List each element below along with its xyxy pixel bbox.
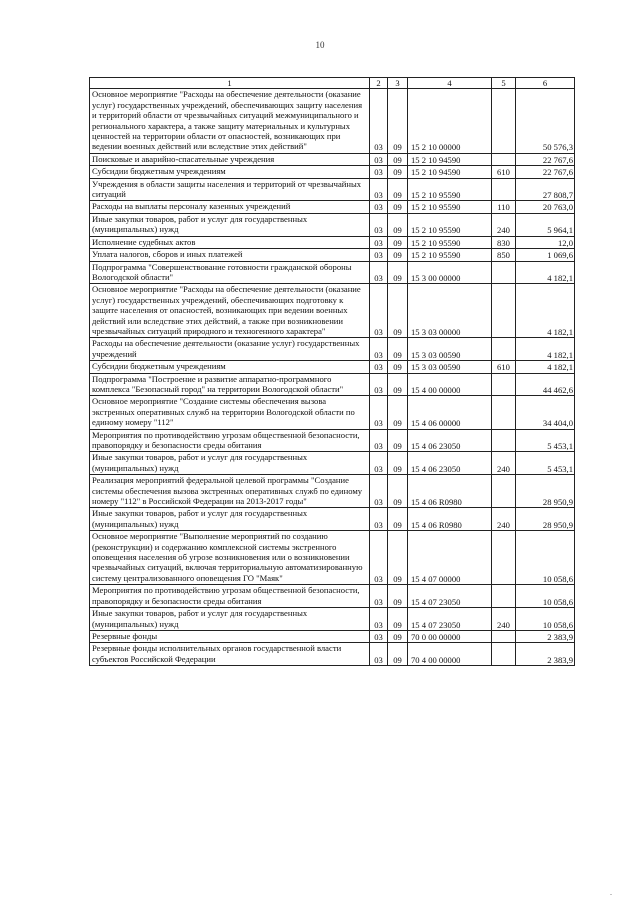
table-row [90,201,575,213]
header-cell: 1 [90,78,370,89]
row-expense-type-cell [492,261,516,284]
row-section-cell: 03 [370,213,388,236]
row-amount-cell: 2 383,9 [516,643,575,666]
row-amount-cell: 44 462,6 [516,373,575,396]
row-name-cell: Основное мероприятие "Расходы на обеспечение деятельности (оказание услуг) государственных учреждений, обеспечивающих подготовку к защите населения от опасностей, возникающих при ведении военных действий или вследствие этих действий, а также при возникновении чрезвычайных ситуаций природного и техногенного характера" [90,284,370,338]
header-cell: 2 [370,78,388,89]
row-amount-cell: 10 058,6 [516,531,575,585]
row-target-article-cell: 15 3 03 00590 [408,361,492,373]
row-name-cell: Учреждения в области защиты населения и территорий от чрезвычайных ситуаций [90,178,370,201]
row-amount-cell: 22 767,6 [516,166,575,178]
header-cell: 4 [408,78,492,89]
row-amount-cell: 4 182,1 [516,284,575,338]
row-section-cell: 03 [370,166,388,178]
row-subsection-cell: 09 [388,429,408,452]
row-name-cell: Уплата налогов, сборов и иных платежей [90,249,370,261]
row-target-article-cell: 15 4 06 23050 [408,452,492,475]
row-subsection-cell: 09 [388,213,408,236]
row-expense-type-cell [492,630,516,642]
row-section-cell: 03 [370,178,388,201]
row-subsection-cell: 09 [388,396,408,429]
row-name-cell: Поисковые и аварийно-спасательные учреждения [90,153,370,165]
row-subsection-cell: 09 [388,452,408,475]
row-target-article-cell: 15 2 10 95590 [408,236,492,248]
table-row [90,284,575,338]
row-amount-cell: 10 058,6 [516,585,575,608]
row-target-article-cell: 15 4 06 R0980 [408,508,492,531]
row-expense-type-cell: 240 [492,213,516,236]
row-amount-cell: 34 404,0 [516,396,575,429]
row-name-cell: Мероприятия по противодействию угрозам общественной безопасности, правопорядку и безопасности среды обитания [90,429,370,452]
row-target-article-cell: 15 4 07 00000 [408,531,492,585]
row-expense-type-cell [492,475,516,508]
row-name-cell: Расходы на выплаты персоналу казенных учреждений [90,201,370,213]
row-amount-cell: 5 964,1 [516,213,575,236]
header-cell: 6 [516,78,575,89]
row-expense-type-cell [492,396,516,429]
row-section-cell: 03 [370,608,388,631]
row-name-cell: Исполнение судебных актов [90,236,370,248]
row-target-article-cell: 15 4 06 00000 [408,396,492,429]
row-section-cell: 03 [370,531,388,585]
row-name-cell: Субсидии бюджетным учреждениям [90,166,370,178]
row-amount-cell: 4 182,1 [516,338,575,361]
row-section-cell: 03 [370,452,388,475]
row-expense-type-cell: 110 [492,201,516,213]
table-row [90,178,575,201]
table-row [90,643,575,666]
row-amount-cell: 2 383,9 [516,630,575,642]
row-section-cell: 03 [370,89,388,153]
row-amount-cell: 22 767,6 [516,153,575,165]
row-expense-type-cell [492,338,516,361]
row-subsection-cell: 09 [388,249,408,261]
row-expense-type-cell: 610 [492,361,516,373]
row-target-article-cell: 15 2 10 95590 [408,213,492,236]
row-subsection-cell: 09 [388,284,408,338]
row-subsection-cell: 09 [388,531,408,585]
table-row [90,608,575,631]
header-row [90,78,575,89]
row-name-cell: Иные закупки товаров, работ и услуг для государственных (муниципальных) нужд [90,213,370,236]
row-subsection-cell: 09 [388,178,408,201]
row-section-cell: 03 [370,508,388,531]
row-amount-cell: 5 453,1 [516,429,575,452]
row-amount-cell: 1 069,6 [516,249,575,261]
row-name-cell: Иные закупки товаров, работ и услуг для государственных (муниципальных) нужд [90,452,370,475]
header-cell: 5 [492,78,516,89]
row-name-cell: Резервные фонды исполнительных органов государственной власти субъектов Российской Федерации [90,643,370,666]
row-expense-type-cell [492,373,516,396]
table-row [90,166,575,178]
row-name-cell: Подпрограмма "Совершенствование готовности гражданской обороны Вологодской области" [90,261,370,284]
table-row [90,396,575,429]
row-section-cell: 03 [370,284,388,338]
row-name-cell: Иные закупки товаров, работ и услуг для государственных (муниципальных) нужд [90,508,370,531]
row-subsection-cell: 09 [388,166,408,178]
row-section-cell: 03 [370,630,388,642]
row-section-cell: 03 [370,475,388,508]
row-target-article-cell: 15 4 06 23050 [408,429,492,452]
row-amount-cell: 12,0 [516,236,575,248]
row-subsection-cell: 09 [388,361,408,373]
row-target-article-cell: 15 2 10 94590 [408,153,492,165]
row-subsection-cell: 09 [388,508,408,531]
row-name-cell: Основное мероприятие "Создание системы обеспечения вызова экстренных оперативных служб на территории Вологодской области по единому номеру "112" [90,396,370,429]
row-section-cell: 03 [370,261,388,284]
row-section-cell: 03 [370,201,388,213]
row-amount-cell: 27 808,7 [516,178,575,201]
row-amount-cell: 28 950,9 [516,508,575,531]
row-name-cell: Расходы на обеспечение деятельности (оказание услуг) государственных учреждений [90,338,370,361]
row-expense-type-cell: 240 [492,508,516,531]
row-name-cell: Иные закупки товаров, работ и услуг для государственных (муниципальных) нужд [90,608,370,631]
row-section-cell: 03 [370,585,388,608]
row-subsection-cell: 09 [388,261,408,284]
table-row [90,630,575,642]
row-section-cell: 03 [370,373,388,396]
row-section-cell: 03 [370,361,388,373]
row-section-cell: 03 [370,429,388,452]
row-target-article-cell: 15 3 03 00000 [408,284,492,338]
table-row [90,361,575,373]
table-row [90,429,575,452]
row-amount-cell: 4 182,1 [516,361,575,373]
row-target-article-cell: 15 3 00 00000 [408,261,492,284]
row-subsection-cell: 09 [388,630,408,642]
row-expense-type-cell: 610 [492,166,516,178]
table-row [90,373,575,396]
row-expense-type-cell: 850 [492,249,516,261]
table-row [90,475,575,508]
row-target-article-cell: 15 2 10 95590 [408,201,492,213]
row-expense-type-cell [492,153,516,165]
row-expense-type-cell: 240 [492,452,516,475]
row-expense-type-cell [492,585,516,608]
row-target-article-cell: 15 4 07 23050 [408,585,492,608]
row-target-article-cell: 70 4 00 00000 [408,643,492,666]
table-row [90,236,575,248]
row-subsection-cell: 09 [388,475,408,508]
row-amount-cell: 28 950,9 [516,475,575,508]
table-row [90,338,575,361]
row-section-cell: 03 [370,153,388,165]
row-subsection-cell: 09 [388,585,408,608]
row-expense-type-cell: 240 [492,608,516,631]
row-name-cell: Основное мероприятие "Выполнение мероприятий по созданию (реконструкции) и содержанию комплексной системы экстренного оповещения населения об угрозе возникновения или о возникновении чрезвычайных ситуаций, включая территориальную автоматизированную систему централизованного оповещения ГО "Маяк" [90,531,370,585]
row-target-article-cell: 15 2 10 00000 [408,89,492,153]
row-expense-type-cell [492,284,516,338]
row-expense-type-cell [492,429,516,452]
row-section-cell: 03 [370,643,388,666]
table-row [90,452,575,475]
row-expense-type-cell [492,178,516,201]
row-expense-type-cell [492,643,516,666]
row-target-article-cell: 15 3 03 00590 [408,338,492,361]
row-name-cell: Основное мероприятие "Расходы на обеспечение деятельности (оказание услуг) государственных учреждений, обеспечивающих защиту населения и территорий области от чрезвычайных ситуаций межмуниципального и регионального характера, а также защиту материальных и культурных ценностей на территории области от опасностей, возникающих при ведении военных действий или вследствие этих действий" [90,89,370,153]
table-row [90,249,575,261]
table-row [90,213,575,236]
table-row [90,153,575,165]
row-expense-type-cell [492,531,516,585]
row-name-cell: Реализация мероприятий федеральной целевой программы "Создание системы обеспечения вызова экстренных оперативных служб по единому номеру "112" в Российской Федерации на 2013-2017 годы" [90,475,370,508]
header-cell: 3 [388,78,408,89]
row-subsection-cell: 09 [388,153,408,165]
margin-mark: . [610,888,612,897]
row-section-cell: 03 [370,249,388,261]
table-row [90,531,575,585]
row-name-cell: Субсидии бюджетным учреждениям [90,361,370,373]
row-subsection-cell: 09 [388,236,408,248]
row-subsection-cell: 09 [388,338,408,361]
row-target-article-cell: 15 4 06 R0980 [408,475,492,508]
row-subsection-cell: 09 [388,643,408,666]
row-amount-cell: 20 763,0 [516,201,575,213]
row-amount-cell: 10 058,6 [516,608,575,631]
row-target-article-cell: 15 2 10 95590 [408,249,492,261]
row-expense-type-cell [492,89,516,153]
row-name-cell: Мероприятия по противодействию угрозам общественной безопасности, правопорядку и безопасности среды обитания [90,585,370,608]
row-subsection-cell: 09 [388,201,408,213]
row-target-article-cell: 15 2 10 95590 [408,178,492,201]
budget-table [89,77,575,666]
row-amount-cell: 4 182,1 [516,261,575,284]
row-expense-type-cell: 830 [492,236,516,248]
table-row [90,585,575,608]
row-amount-cell: 50 576,3 [516,89,575,153]
row-amount-cell: 5 453,1 [516,452,575,475]
row-subsection-cell: 09 [388,89,408,153]
row-subsection-cell: 09 [388,373,408,396]
row-name-cell: Подпрограмма "Построение и развитие аппаратно-программного комплекса "Безопасный город" на территории Вологодской области" [90,373,370,396]
row-section-cell: 03 [370,396,388,429]
row-target-article-cell: 15 4 00 00000 [408,373,492,396]
row-target-article-cell: 15 4 07 23050 [408,608,492,631]
row-section-cell: 03 [370,236,388,248]
page-number: 10 [315,40,325,50]
table-row [90,508,575,531]
table-row [90,261,575,284]
row-subsection-cell: 09 [388,608,408,631]
row-target-article-cell: 15 2 10 94590 [408,166,492,178]
table-row [90,89,575,153]
row-name-cell: Резервные фонды [90,630,370,642]
row-target-article-cell: 70 0 00 00000 [408,630,492,642]
row-section-cell: 03 [370,338,388,361]
